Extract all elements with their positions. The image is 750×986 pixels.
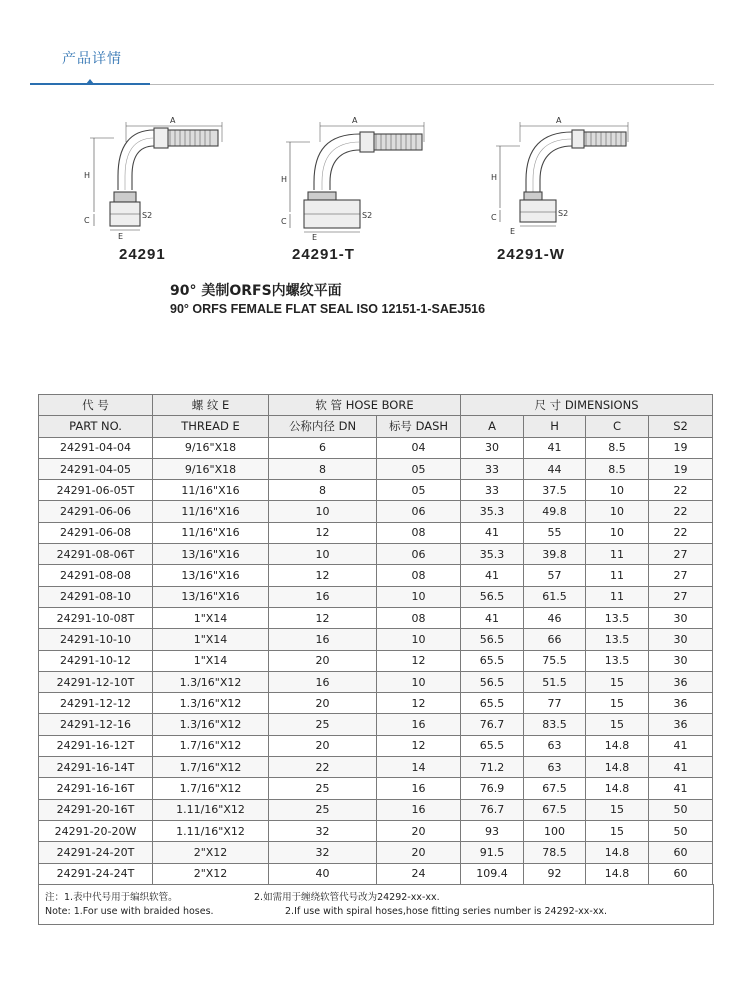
- part-no-cell: 24291-10-08T: [39, 607, 153, 628]
- column-header: PART NO.: [39, 416, 153, 437]
- h-cell: 41: [524, 437, 586, 458]
- column-header: A: [461, 416, 524, 437]
- c-cell: 14.8: [586, 757, 649, 778]
- dash-cell: 16: [377, 714, 461, 735]
- h-cell: 77: [524, 693, 586, 714]
- s2-cell: 27: [649, 544, 713, 565]
- a-cell: 56.5: [461, 671, 524, 692]
- a-cell: 56.5: [461, 629, 524, 650]
- table-group-header-row: [39, 395, 713, 416]
- a-cell: 41: [461, 607, 524, 628]
- dim-label-c: C: [491, 213, 497, 222]
- table-row: [39, 501, 713, 522]
- s2-cell: 22: [649, 480, 713, 501]
- s2-cell: 30: [649, 650, 713, 671]
- dash-cell: 05: [377, 458, 461, 479]
- table-row: [39, 607, 713, 628]
- dn-cell: 6: [269, 437, 377, 458]
- c-cell: 11: [586, 544, 649, 565]
- s2-cell: 60: [649, 863, 713, 884]
- c-cell: 10: [586, 480, 649, 501]
- c-cell: 15: [586, 714, 649, 735]
- c-cell: 15: [586, 693, 649, 714]
- dn-cell: 22: [269, 757, 377, 778]
- table-row: [39, 863, 713, 884]
- table-row: [39, 437, 713, 458]
- thread-cell: 1.3/16"X12: [153, 671, 269, 692]
- thread-cell: 1.7/16"X12: [153, 735, 269, 756]
- dash-cell: 10: [377, 629, 461, 650]
- dn-cell: 8: [269, 480, 377, 501]
- dim-label-c: C: [281, 217, 287, 226]
- thread-cell: 9/16"X18: [153, 458, 269, 479]
- s2-cell: 41: [649, 735, 713, 756]
- h-cell: 46: [524, 607, 586, 628]
- table-row: [39, 671, 713, 692]
- s2-cell: 19: [649, 458, 713, 479]
- a-cell: 65.5: [461, 735, 524, 756]
- dn-cell: 25: [269, 778, 377, 799]
- s2-cell: 27: [649, 586, 713, 607]
- thread-cell: 13/16"X16: [153, 586, 269, 607]
- c-cell: 15: [586, 820, 649, 841]
- thread-cell: 1.7/16"X12: [153, 778, 269, 799]
- table-row: [39, 480, 713, 501]
- part-no-cell: 24291-20-16T: [39, 799, 153, 820]
- a-cell: 65.5: [461, 650, 524, 671]
- c-cell: 14.8: [586, 842, 649, 863]
- dim-label-a: A: [170, 116, 176, 125]
- dash-cell: 04: [377, 437, 461, 458]
- dn-cell: 16: [269, 586, 377, 607]
- part-no-cell: 24291-10-10: [39, 629, 153, 650]
- notes-box: [38, 884, 714, 925]
- table-row: [39, 757, 713, 778]
- part-no-cell: 24291-16-14T: [39, 757, 153, 778]
- s2-cell: 60: [649, 842, 713, 863]
- part-no-cell: 24291-04-04: [39, 437, 153, 458]
- note-en-2: 2.If use with spiral hoses,hose fitting series number is 24292-xx-xx.: [285, 906, 608, 917]
- s2-cell: 22: [649, 522, 713, 543]
- thread-cell: 2"X12: [153, 863, 269, 884]
- table-row: [39, 629, 713, 650]
- a-cell: 33: [461, 458, 524, 479]
- column-header: 公称内径 DN: [269, 416, 377, 437]
- dn-cell: 25: [269, 714, 377, 735]
- dn-cell: 40: [269, 863, 377, 884]
- h-cell: 55: [524, 522, 586, 543]
- spec-table-body: [39, 437, 713, 884]
- header-thread-cn: 螺 纹 E: [153, 395, 269, 416]
- dn-cell: 10: [269, 501, 377, 522]
- dash-cell: 20: [377, 842, 461, 863]
- dash-cell: 20: [377, 820, 461, 841]
- section-title: 产品详情: [62, 51, 122, 67]
- table-row: [39, 799, 713, 820]
- dash-cell: 06: [377, 501, 461, 522]
- dn-cell: 20: [269, 650, 377, 671]
- header-caret: [86, 79, 94, 84]
- c-cell: 15: [586, 671, 649, 692]
- part-no-cell: 24291-08-06T: [39, 544, 153, 565]
- thread-cell: 9/16"X18: [153, 437, 269, 458]
- s2-cell: 50: [649, 820, 713, 841]
- table-row: [39, 458, 713, 479]
- part-no-cell: 24291-04-05: [39, 458, 153, 479]
- a-cell: 65.5: [461, 693, 524, 714]
- table-column-header-row: [39, 416, 713, 437]
- h-cell: 75.5: [524, 650, 586, 671]
- a-cell: 41: [461, 565, 524, 586]
- a-cell: 109.4: [461, 863, 524, 884]
- dim-label-h: H: [491, 173, 498, 182]
- c-cell: 14.8: [586, 778, 649, 799]
- spec-table: [38, 394, 713, 885]
- h-cell: 57: [524, 565, 586, 586]
- h-cell: 92: [524, 863, 586, 884]
- fitting-label-24291-t: 24291-T: [292, 246, 355, 263]
- thread-cell: 1"X14: [153, 629, 269, 650]
- c-cell: 13.5: [586, 650, 649, 671]
- thread-cell: 1.3/16"X12: [153, 693, 269, 714]
- table-row: [39, 522, 713, 543]
- thread-cell: 1"X14: [153, 650, 269, 671]
- h-cell: 51.5: [524, 671, 586, 692]
- s2-cell: 36: [649, 671, 713, 692]
- thread-cell: 11/16"X16: [153, 522, 269, 543]
- fitting-label-24291: 24291: [119, 246, 166, 263]
- header-dimensions: 尺 寸 DIMENSIONS: [461, 395, 713, 416]
- a-cell: 76.7: [461, 714, 524, 735]
- part-no-cell: 24291-06-08: [39, 522, 153, 543]
- c-cell: 11: [586, 586, 649, 607]
- part-no-cell: 24291-12-16: [39, 714, 153, 735]
- table-row: [39, 842, 713, 863]
- a-cell: 93: [461, 820, 524, 841]
- part-no-cell: 24291-06-05T: [39, 480, 153, 501]
- note-en-1: Note: 1.For use with braided hoses.: [45, 906, 214, 917]
- column-header: C: [586, 416, 649, 437]
- column-header: THREAD E: [153, 416, 269, 437]
- h-cell: 61.5: [524, 586, 586, 607]
- a-cell: 33: [461, 480, 524, 501]
- dash-cell: 12: [377, 735, 461, 756]
- dash-cell: 06: [377, 544, 461, 565]
- part-no-cell: 24291-10-12: [39, 650, 153, 671]
- s2-cell: 36: [649, 714, 713, 735]
- part-no-cell: 24291-16-16T: [39, 778, 153, 799]
- a-cell: 56.5: [461, 586, 524, 607]
- dash-cell: 16: [377, 778, 461, 799]
- h-cell: 78.5: [524, 842, 586, 863]
- thread-cell: 1.7/16"X12: [153, 757, 269, 778]
- note-cn-2: 2.如需用于缠绕软管代号改为24292-xx-xx.: [254, 892, 440, 903]
- dim-label-s2: S2: [558, 209, 569, 218]
- part-no-cell: 24291-20-20W: [39, 820, 153, 841]
- dash-cell: 05: [377, 480, 461, 501]
- h-cell: 83.5: [524, 714, 586, 735]
- thread-cell: 2"X12: [153, 842, 269, 863]
- c-cell: 14.8: [586, 735, 649, 756]
- h-cell: 63: [524, 735, 586, 756]
- fitting-drawing-24291: [78, 112, 228, 240]
- dn-cell: 20: [269, 735, 377, 756]
- h-cell: 100: [524, 820, 586, 841]
- dash-cell: 08: [377, 565, 461, 586]
- dn-cell: 16: [269, 629, 377, 650]
- table-row: [39, 544, 713, 565]
- table-row: [39, 586, 713, 607]
- s2-cell: 19: [649, 437, 713, 458]
- dim-label-a: A: [556, 116, 562, 125]
- elbow-fitting-icon: [90, 122, 222, 230]
- part-no-cell: 24291-24-20T: [39, 842, 153, 863]
- s2-cell: 41: [649, 757, 713, 778]
- dn-cell: 8: [269, 458, 377, 479]
- s2-cell: 22: [649, 501, 713, 522]
- dn-cell: 16: [269, 671, 377, 692]
- s2-cell: 30: [649, 629, 713, 650]
- part-no-cell: 24291-08-10: [39, 586, 153, 607]
- part-no-cell: 24291-12-10T: [39, 671, 153, 692]
- part-no-cell: 24291-24-24T: [39, 863, 153, 884]
- c-cell: 14.8: [586, 863, 649, 884]
- table-row: [39, 693, 713, 714]
- dim-label-c: C: [84, 216, 90, 225]
- c-cell: 10: [586, 501, 649, 522]
- dash-cell: 14: [377, 757, 461, 778]
- fitting-label-24291-w: 24291-W: [497, 246, 565, 263]
- part-no-cell: 24291-06-06: [39, 501, 153, 522]
- c-cell: 15: [586, 799, 649, 820]
- thread-cell: 13/16"X16: [153, 565, 269, 586]
- dash-cell: 12: [377, 693, 461, 714]
- dim-label-s2: S2: [362, 211, 373, 220]
- dash-cell: 24: [377, 863, 461, 884]
- a-cell: 35.3: [461, 544, 524, 565]
- dash-cell: 08: [377, 522, 461, 543]
- c-cell: 13.5: [586, 607, 649, 628]
- product-title-en: 90° ORFS FEMALE FLAT SEAL ISO 12151-1-SAEJ516: [170, 302, 486, 316]
- h-cell: 44: [524, 458, 586, 479]
- c-cell: 10: [586, 522, 649, 543]
- table-row: [39, 820, 713, 841]
- thread-cell: 1.11/16"X12: [153, 820, 269, 841]
- fitting-drawing-24291-w: [490, 112, 640, 240]
- header-code-cn: 代 号: [39, 395, 153, 416]
- dim-label-e: E: [312, 233, 318, 240]
- note-cn-1: 注：1.表中代号用于编织软管。: [45, 892, 178, 903]
- product-title-cn: 90° 美制ORFS内螺纹平面: [170, 283, 342, 299]
- table-row: [39, 735, 713, 756]
- a-cell: 35.3: [461, 501, 524, 522]
- header-hose-bore: 软 管 HOSE BORE: [269, 395, 461, 416]
- h-cell: 67.5: [524, 778, 586, 799]
- dn-cell: 32: [269, 820, 377, 841]
- dn-cell: 25: [269, 799, 377, 820]
- h-cell: 66: [524, 629, 586, 650]
- h-cell: 63: [524, 757, 586, 778]
- thread-cell: 11/16"X16: [153, 480, 269, 501]
- c-cell: 8.5: [586, 437, 649, 458]
- a-cell: 30: [461, 437, 524, 458]
- h-cell: 49.8: [524, 501, 586, 522]
- table-row: [39, 778, 713, 799]
- thread-cell: 1.3/16"X12: [153, 714, 269, 735]
- fitting-drawing-24291-t: [280, 112, 430, 240]
- thread-cell: 11/16"X16: [153, 501, 269, 522]
- dash-cell: 10: [377, 671, 461, 692]
- thread-cell: 1"X14: [153, 607, 269, 628]
- c-cell: 11: [586, 565, 649, 586]
- dn-cell: 12: [269, 522, 377, 543]
- a-cell: 41: [461, 522, 524, 543]
- part-no-cell: 24291-16-12T: [39, 735, 153, 756]
- dn-cell: 12: [269, 607, 377, 628]
- dim-label-s2: S2: [142, 211, 153, 220]
- dn-cell: 10: [269, 544, 377, 565]
- elbow-fitting-t-icon: [286, 122, 424, 232]
- thread-cell: 13/16"X16: [153, 544, 269, 565]
- dash-cell: 12: [377, 650, 461, 671]
- column-header: H: [524, 416, 586, 437]
- dn-cell: 12: [269, 565, 377, 586]
- dn-cell: 20: [269, 693, 377, 714]
- dash-cell: 16: [377, 799, 461, 820]
- table-row: [39, 650, 713, 671]
- table-row: [39, 565, 713, 586]
- s2-cell: 41: [649, 778, 713, 799]
- dim-label-e: E: [118, 232, 124, 240]
- dn-cell: 32: [269, 842, 377, 863]
- h-cell: 39.8: [524, 544, 586, 565]
- dim-label-h: H: [84, 171, 91, 180]
- s2-cell: 50: [649, 799, 713, 820]
- dash-cell: 08: [377, 607, 461, 628]
- c-cell: 8.5: [586, 458, 649, 479]
- dim-label-a: A: [352, 116, 358, 125]
- dash-cell: 10: [377, 586, 461, 607]
- a-cell: 91.5: [461, 842, 524, 863]
- table-row: [39, 714, 713, 735]
- part-no-cell: 24291-08-08: [39, 565, 153, 586]
- column-header: 标号 DASH: [377, 416, 461, 437]
- a-cell: 76.7: [461, 799, 524, 820]
- s2-cell: 36: [649, 693, 713, 714]
- h-cell: 37.5: [524, 480, 586, 501]
- s2-cell: 27: [649, 565, 713, 586]
- dim-label-h: H: [281, 175, 288, 184]
- a-cell: 76.9: [461, 778, 524, 799]
- thread-cell: 1.11/16"X12: [153, 799, 269, 820]
- h-cell: 67.5: [524, 799, 586, 820]
- dim-label-e: E: [510, 227, 516, 236]
- c-cell: 13.5: [586, 629, 649, 650]
- a-cell: 71.2: [461, 757, 524, 778]
- s2-cell: 30: [649, 607, 713, 628]
- part-no-cell: 24291-12-12: [39, 693, 153, 714]
- column-header: S2: [649, 416, 713, 437]
